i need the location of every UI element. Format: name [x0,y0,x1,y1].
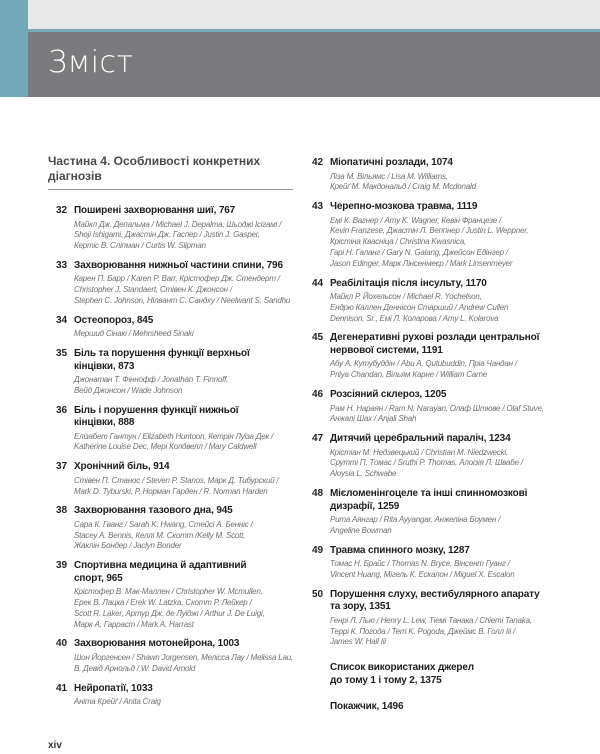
chapter-authors [330,616,592,648]
chapter-authors [74,220,293,252]
author-line: James W. Hall Iii [330,637,386,647]
chapter-title-line[interactable]: Травма спинного мозку, 1287 [330,544,470,556]
author-line: Katherine Louise Dec, Мері Колдвелл / Mary Caldwell [74,442,257,452]
chapter-number: 35 [56,348,68,360]
chapter-authors [74,476,293,498]
extra-title-line[interactable]: Список використаних джерел [330,662,474,674]
chapter-authors [330,359,592,381]
chapter-authors [74,329,293,340]
chapter-number: 34 [56,314,68,326]
author-line: Scott R. Laker, Артур Дж. де Луїджі / Arthur J. De Luigi, [74,608,265,618]
chapter-title[interactable] [330,201,592,214]
author-line: Christopher J. Standaert, Стівен К. Джонсон / [74,285,232,295]
chapter-title-line[interactable]: Поширені захворювання шиї, 767 [74,205,236,216]
chapter-authors [74,653,293,675]
chapter-title[interactable] [74,260,293,273]
author-line: Кертіс В. Сліпман / Curtis W. Slipman [74,241,206,251]
chapter-authors [330,404,592,426]
author-line: В. Девід Арнольд / W. David Arnold [74,663,196,673]
part-heading-line: Частина 4. Особливості конкретних [48,154,261,168]
extra-title-line[interactable]: Покажчик, 1496 [330,701,404,713]
chapter-number: 43 [312,201,324,213]
chapter-title-line[interactable]: Порушення слуху, вестибулярного апарату [330,588,540,600]
author-line: Крейґ М. Макдональд / Craig M. Mcdonald [330,182,476,192]
chapter-title-line[interactable]: дизрафії, 1259 [330,500,400,512]
chapter-title-line[interactable]: Хронічний біль, 914 [74,461,170,473]
chapter-title[interactable] [74,461,293,474]
chapter-authors [330,448,592,480]
chapter-authors [330,172,592,194]
chapter-title-line[interactable]: Міопатичні розлади, 1074 [330,157,453,168]
chapter-title[interactable] [330,157,592,170]
chapter-title[interactable] [74,405,293,430]
toc-entry[interactable] [48,683,293,708]
author-line: Томас Н. Брайс / Thomas N. Bryce, Вінсент Гуанг / [330,559,510,569]
toc-extra-entry[interactable] [312,662,592,687]
chapter-title[interactable] [330,589,592,614]
chapter-title-line[interactable]: Захворювання нижньої частини спини, 796 [74,259,283,271]
chapter-title[interactable] [74,505,293,518]
author-line: Мершид Сінакі / Mehrsheed Sinaki [74,329,194,339]
toc-entry[interactable] [48,315,293,340]
chapter-title-line[interactable]: Спортивна медицина й адаптивний [74,560,247,572]
author-line: Shoji Ishigami, Джастін Дж. Гаспер / Justin J. Gasper, [74,230,260,240]
chapter-number: 45 [312,332,324,344]
top-band [28,0,600,30]
chapter-authors [74,274,293,306]
toc-entry[interactable] [48,505,293,552]
chapter-number: 44 [312,277,324,289]
chapter-title[interactable] [74,560,293,585]
page-number: xiv [48,740,62,751]
toc-right-column [312,157,592,714]
author-line: Джонатан Т. Фіннофф / Jonathan T. Finnoff, [74,375,229,385]
toc-entry[interactable] [312,201,592,269]
contents-header [28,32,600,97]
chapter-title[interactable] [330,545,592,558]
toc-entry[interactable] [48,638,293,674]
chapter-number: 38 [56,505,68,517]
author-line: Dennison, Sr., Емі Л. Коларова / Amy L. Kolarova [330,313,499,323]
chapter-authors [74,520,293,552]
author-line: Майкл Дж. Депальма / Michael J. Depalma, Шьоджі Ісігамі / [74,219,282,229]
chapter-title[interactable] [74,683,293,696]
part-heading [48,154,293,190]
chapter-number: 40 [56,638,68,650]
chapter-title-line[interactable]: Захворювання мотонейрона, 1003 [74,638,240,650]
author-line: Рам Н. Нараян / Ram N. Narayan, Олаф Штюве / Olaf Stuve, [330,403,544,413]
chapter-number: 47 [312,433,324,445]
author-line: Аніта Крейґ / Anita Craig [74,697,161,707]
chapter-title-line[interactable]: Біль і порушення функції нижньої [74,404,239,416]
author-line: Сара К. Гванг / Sarah K. Hwang, Стейсі А. Бенніс / [74,519,253,529]
author-line: Абу А. Кутубуддін / Abu A. Qutubuddin, Пріа Чандан / [330,359,517,369]
author-line: Гарі Н. Галанг / Gary N. Galang, Джейсон Едінгер / [330,247,508,257]
toc-entry[interactable] [312,157,592,193]
chapter-title[interactable] [330,389,592,402]
toc-entry[interactable] [312,389,592,425]
author-line: Емі К. Вагнер / Amy K. Wagner, Кевін Францезе / [330,215,502,225]
chapter-number: 50 [312,588,324,600]
chapter-authors [74,375,293,397]
chapter-title-line[interactable]: Розсіяний склероз, 1205 [330,389,447,401]
chapter-title-line[interactable]: Реабілітація після інсульту, 1170 [330,277,487,289]
chapter-authors [330,515,592,537]
chapter-title-line[interactable]: Біль та порушення функції верхньої [74,348,250,360]
chapter-number: 49 [312,544,324,556]
toc-entry[interactable] [48,560,293,630]
author-line: Stacey A. Bennis, Келлі М. Скотт /Kelly M. Scott, [74,530,246,540]
author-line: Vincent Huang, Мігель К. Ескалон / Miguel X. Escalon [330,569,515,579]
chapter-title-line[interactable]: кінцівки, 888 [74,417,135,429]
author-line: Майкл Р. Йохельсон / Michael R. Yochelson, [330,292,482,302]
toc-entry[interactable] [312,278,592,325]
chapter-number: 46 [312,389,324,401]
chapter-title[interactable] [74,315,293,328]
author-line: Ендрю Каллен Деннісон Старший / Andrew Cullen [330,302,509,312]
teal-side-strip [0,0,28,97]
toc-entry[interactable] [48,461,293,497]
chapter-title[interactable] [330,332,592,357]
toc-left-column [48,154,293,716]
chapter-title-line[interactable]: спорт, 965 [74,572,123,584]
author-line: Stephen C. Johnson, Нілвант С. Сандху / Neelwant S. Sandhu [74,295,291,305]
extra-title-line[interactable]: до тому 1 і тому 2, 1375 [330,674,442,686]
chapter-number: 37 [56,461,68,473]
toc-entry[interactable] [312,545,592,581]
chapter-title-line[interactable]: Дегенеративні рухові розлади центральної [330,332,540,344]
chapter-title[interactable] [74,348,293,373]
author-line: Карен П. Барр / Karen P. Barr, Крістофер Дж. Стендерт / [74,274,280,284]
author-line: Ерек В. Лацка / Erek W. Latzka, Скотт Р. Лейкер / [74,598,252,608]
toc-entry[interactable] [48,348,293,397]
chapter-number: 32 [56,205,68,216]
author-line: Вейд Джонсон / Wade Johnson [74,385,183,395]
author-line: Жаклін Бондер / Jaclyn Bonder [74,541,182,551]
toc-entry[interactable] [312,332,592,381]
toc-entry[interactable] [312,488,592,537]
author-line: Priiya Chandan, Вільям Карне / William Carne [330,370,488,380]
author-line: Марк А. Гарраст / Mark A. Harrast [74,619,194,629]
toc-entry[interactable] [48,205,293,252]
author-line: Генрі Л. Лью / Henry L. Lew, Тіемі Танака / Chiemi Tanaka, [330,615,532,625]
chapter-authors [74,697,293,708]
chapter-title[interactable] [330,488,592,513]
toc-entry[interactable] [48,405,293,454]
chapter-authors [330,559,592,581]
chapter-number: 36 [56,404,68,416]
chapter-number: 48 [312,488,324,500]
chapter-authors [330,292,592,324]
chapter-authors [330,216,592,270]
chapter-title[interactable] [74,638,293,651]
chapter-title-line[interactable]: Дитячий церебральний параліч, 1234 [330,433,511,445]
chapter-title-line[interactable]: Нейропатії, 1033 [74,682,153,694]
toc-extra-entry[interactable] [312,701,592,714]
chapter-title[interactable] [330,278,592,291]
author-line: Kevin Franzese, Джастін Л. Веппнер / Justin L. Weppner, [330,226,529,236]
toc-entry[interactable] [312,433,592,480]
chapter-authors [74,587,293,630]
author-line: Крістіна Квасніца / Christina Kwasnica, [330,237,467,247]
chapter-title-line[interactable]: Черепно-мозкова травма, 1119 [330,201,478,213]
chapter-title-line[interactable]: нервової системи, 1191 [330,344,443,356]
toc-entry[interactable] [312,589,592,648]
author-line: Jason Edinger, Марк Лінсенмеєр / Mark Linsenmeyer [330,258,513,268]
chapter-number: 33 [56,259,68,271]
page-title: Зміст [48,45,134,80]
author-line: Шон Йоргенсен / Shawn Jorgensen, Мелісса Лау / Melissa Lau, [74,652,294,662]
chapter-title-line[interactable]: Мієломенінгоцеле та інші спинномозкові [330,488,528,500]
part-heading-line: діагнозів [48,169,102,183]
toc-entry[interactable] [48,260,293,307]
chapter-title-line[interactable]: Захворювання тазового дна, 945 [74,505,233,517]
chapter-title[interactable] [330,433,592,446]
author-line: Mark D. Tyburski, Р. Норман Гарден / R. Norman Harden [74,486,268,496]
author-line: Крістіан М. Недзвецький / Christian M. Niedzwecki, [330,447,508,457]
author-line: Елізабет Гантун / Elizabeth Huntoon, Кетрін Луїза Дек / [74,431,274,441]
chapter-title-line[interactable]: Остеопороз, 845 [74,314,154,326]
chapter-title[interactable] [74,205,293,218]
author-line: Срутті П. Томас / Sruthi P. Thomas, Алоізія Л. Швабе / [330,458,523,468]
author-line: Стівен П. Станос / Steven P. Stanos, Марк Д. Тибурский / [74,475,279,485]
chapter-title-line[interactable]: та зору, 1351 [330,601,391,613]
author-line: Крістофер В. Мак-Маллен / Christopher W. Mcmullen, [74,587,263,597]
chapter-authors [74,432,293,454]
chapter-title-line[interactable]: кінцівки, 873 [74,360,135,372]
author-line: Angeline Bowman [330,525,392,535]
author-line: Ліза М. Вільямс / Lisa M. Williams, [330,171,448,181]
author-line: Террі К. Погода / Terri K. Pogoda, Джеймс В. Голл Ііі / [330,626,516,636]
chapter-number: 42 [312,157,324,168]
chapter-number: 41 [56,682,68,694]
author-line: Рита Аянгар / Rita Ayyangar, Анжеліна Боумен / [330,515,501,525]
chapter-number: 39 [56,560,68,572]
author-line: Aloysia L. Schwabe [330,469,397,479]
author-line: Анжалі Шах / Anjali Shah [330,414,417,424]
